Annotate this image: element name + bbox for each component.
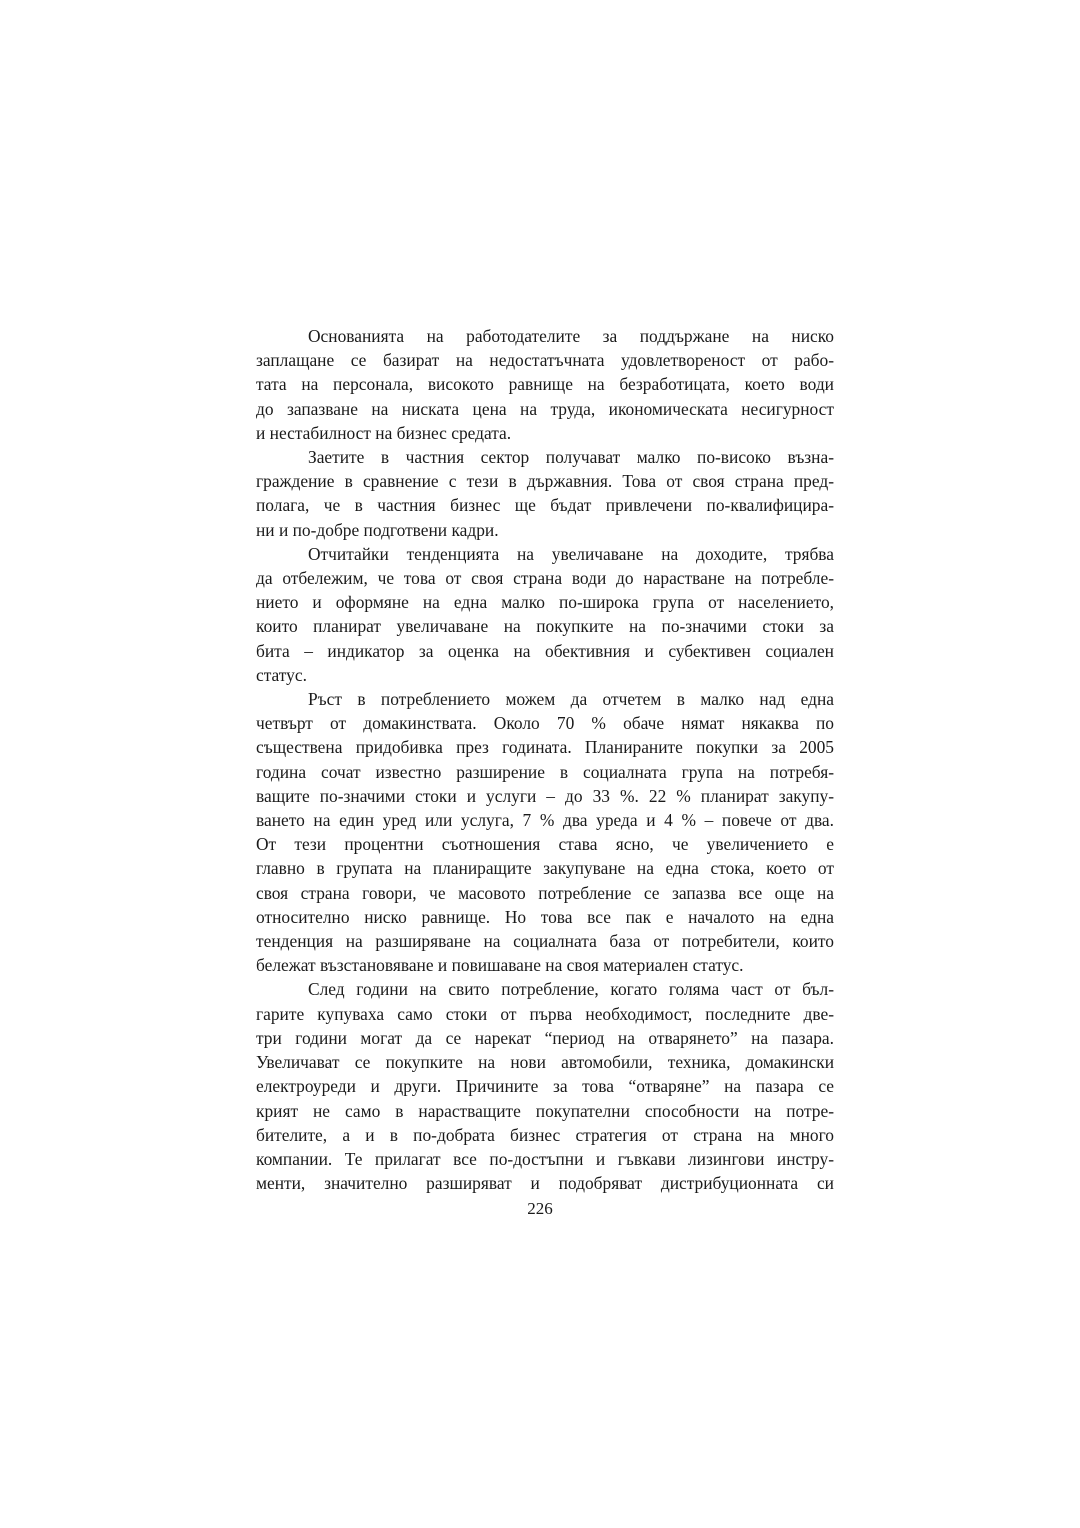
text-line: Основанията на работодателите за поддържане на ниско <box>308 326 834 346</box>
text-line: Увеличават се покупките на нови автомобили, техника, домакински <box>256 1052 834 1073</box>
text-line: тата на персонала, високото равнище на безработицата, което води <box>256 374 834 395</box>
text-line: компании. Те прилагат все по-достъпни и гъвкави лизингови инстру- <box>256 1148 834 1169</box>
text-line: ването на един уред или услуга, 7 % два уреда и 4 % – повече от два. <box>256 810 834 831</box>
paragraph <box>256 542 834 687</box>
text-line: статус. <box>256 664 307 685</box>
text-line: четвърт от домакинствата. Около 70 % обаче нямат някаква по <box>256 713 834 734</box>
text-line: нието и оформяне на една малко по-широка група от населението, <box>256 592 834 613</box>
text-line: относително ниско равнище. Но това все пак е началото на една <box>256 906 834 927</box>
text-line: бита – индикатор за оценка на обективния и субективен социален <box>256 640 834 661</box>
text-line: От тези процентни съотношения става ясно, че увеличението е <box>256 834 834 855</box>
text-line: до запазване на ниската цена на труда, икономическата несигурност <box>256 398 834 419</box>
text-line: електроуреди и други. Причините за това “отваряне” на пазара се <box>256 1076 834 1097</box>
text-line: да отбележим, че това от своя страна води до нарастване на потребле- <box>256 568 834 589</box>
text-line: крият не само в нарастващите покупателни способности на потре- <box>256 1100 834 1121</box>
text-line: Заетите в частния сектор получават малко по-високо възна- <box>308 447 834 468</box>
body-text <box>256 324 834 1195</box>
text-line: След години на свито потребление, когато голяма част от бъл- <box>308 979 834 1000</box>
text-line: главно в групата на планиращите закупуване на една стока, което от <box>256 858 834 879</box>
text-line: ващите по-значими стоки и услуги – до 33 %. 22 % планират закупу- <box>256 785 834 806</box>
text-line: ни и по-добре подготвени кадри. <box>256 519 499 540</box>
text-line: Ръст в потреблението можем да отчетем в малко над една <box>308 689 834 710</box>
paragraph <box>256 324 834 445</box>
paragraph <box>256 687 834 977</box>
text-line: и нестабилност на бизнес средата. <box>256 422 512 443</box>
text-line: менти, значително разширяват и подобряват дистрибуционната си <box>256 1173 834 1194</box>
text-line: които планират увеличаване на покупките на по-значими стоки за <box>256 616 834 637</box>
text-line: година сочат известно разширение в социалната група на потребя- <box>256 761 834 782</box>
text-line: бителите, а и в по-добрата бизнес стратегия от страна на много <box>256 1124 834 1145</box>
text-line: три години могат да се нарекат “период на отварянето” на пазара. <box>256 1027 834 1048</box>
text-line: бележат възстановяване и повишаване на своя материален статус. <box>256 955 744 976</box>
text-line: тенденция на разширяване на социалната база от потребители, които <box>256 931 834 952</box>
text-line: съществена придобивка през годината. Планираните покупки за 2005 <box>256 737 834 758</box>
paragraph <box>256 977 834 1195</box>
text-line: гарите купуваха само стоки от първа необходимост, последните две- <box>256 1003 834 1024</box>
text-line: полага, че в частния бизнес ще бъдат привлечени по-квалифицира- <box>256 495 834 516</box>
paragraph <box>256 445 834 542</box>
text-line: Отчитайки тенденцията на увеличаване на доходите, трябва <box>308 543 834 564</box>
text-line: граждение в сравнение с тези в държавния. Това от своя страна пред- <box>256 471 834 492</box>
text-line: своя страна говори, че масовото потребление се запазва все още на <box>256 882 834 903</box>
text-line: заплащане се базират на недостатъчната удовлетвореност от рабо- <box>256 350 834 371</box>
page-number: 226 <box>527 1199 553 1218</box>
